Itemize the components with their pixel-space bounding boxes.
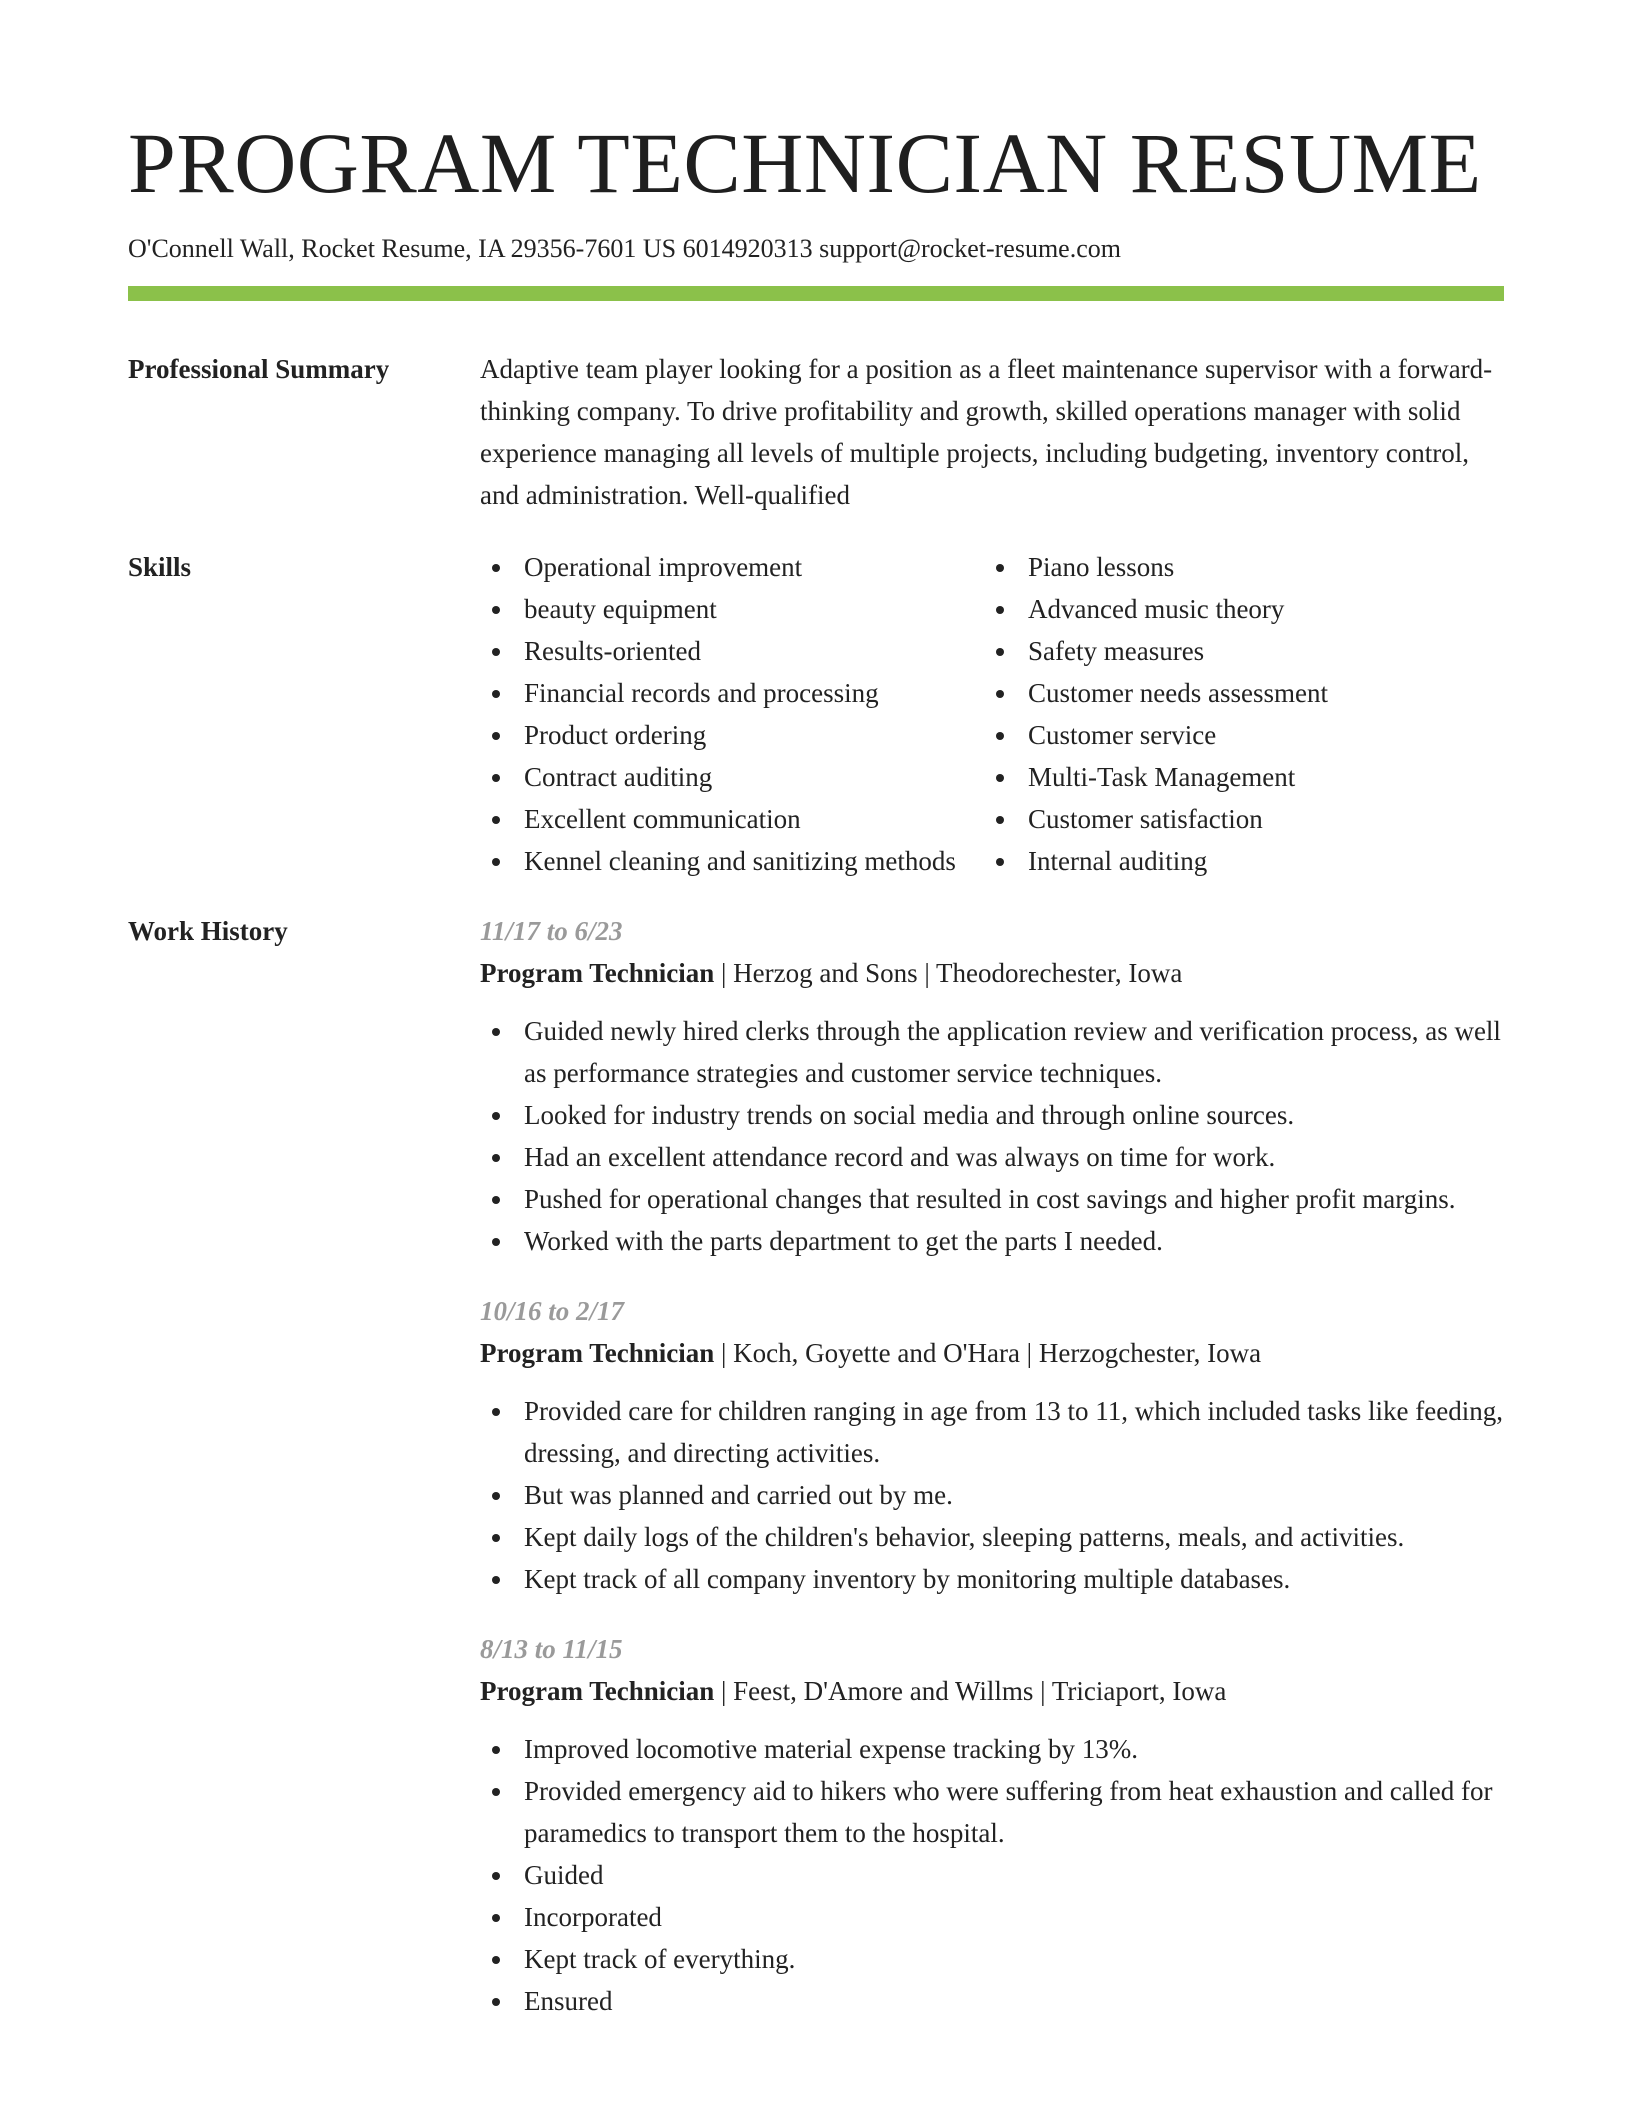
summary-label: Professional Summary <box>128 354 390 384</box>
job-bullet: Ensured <box>480 1980 1504 2022</box>
skill-item: Internal auditing <box>984 840 1484 882</box>
resume-title: PROGRAM TECHNICIAN RESUME <box>128 115 1482 211</box>
skills-list-right <box>984 546 1484 882</box>
job-bullets <box>480 1010 1504 1262</box>
job-title: Program Technician <box>480 1676 715 1706</box>
contact-line: O'Connell Wall, Rocket Resume, IA 29356-7601 US 6014920313 support@rocket-resume.com <box>128 234 1121 263</box>
job-bullet: Provided care for children ranging in age from 13 to 11, which included tasks like feeding, dressing, and directing activities. <box>480 1390 1504 1474</box>
skill-item: Customer satisfaction <box>984 798 1484 840</box>
job-bullet: Pushed for operational changes that resulted in cost savings and higher profit margins. <box>480 1178 1504 1220</box>
job-title-line <box>480 952 1504 994</box>
skill-item: Customer needs assessment <box>984 672 1484 714</box>
skills-list-left <box>480 546 984 882</box>
job-entry <box>480 910 1504 1262</box>
job-bullet: Looked for industry trends on social media and through online sources. <box>480 1094 1504 1136</box>
job-bullet: Kept track of all company inventory by monitoring multiple databases. <box>480 1558 1504 1600</box>
work-history-label: Work History <box>128 916 288 946</box>
skill-item: Results-oriented <box>480 630 984 672</box>
work-history-body <box>480 910 1504 2050</box>
job-bullets <box>480 1390 1504 1600</box>
skill-item: Kennel cleaning and sanitizing methods <box>480 840 984 882</box>
skill-item: Safety measures <box>984 630 1484 672</box>
job-employer-location: | Feest, D'Amore and Willms | Triciaport, Iowa <box>714 1676 1227 1706</box>
job-bullet: Worked with the parts department to get the parts I needed. <box>480 1220 1504 1262</box>
job-bullet: Guided newly hired clerks through the application review and verification process, as well as performance strategies and customer service techniques. <box>480 1010 1504 1094</box>
job-dates: 10/16 to 2/17 <box>480 1296 625 1326</box>
skills-columns <box>480 546 1504 882</box>
skill-item: Piano lessons <box>984 546 1484 588</box>
job-employer-location: | Herzog and Sons | Theodorechester, Iowa <box>714 958 1183 988</box>
accent-divider <box>128 286 1504 301</box>
job-bullet: Incorporated <box>480 1896 1504 1938</box>
job-bullet: Guided <box>480 1854 1504 1896</box>
job-title: Program Technician <box>480 1338 715 1368</box>
skill-item: Excellent communication <box>480 798 984 840</box>
skill-item: Financial records and processing <box>480 672 984 714</box>
skill-item: Contract auditing <box>480 756 984 798</box>
job-bullets <box>480 1728 1504 2022</box>
skills-body <box>480 546 1504 882</box>
job-dates: 8/13 to 11/15 <box>480 1634 623 1664</box>
job-title-line <box>480 1670 1504 1712</box>
skills-label: Skills <box>128 552 192 582</box>
skill-item: Product ordering <box>480 714 984 756</box>
job-bullet: Improved locomotive material expense tracking by 13%. <box>480 1728 1504 1770</box>
job-employer-location: | Koch, Goyette and O'Hara | Herzogchester, Iowa <box>714 1338 1262 1368</box>
summary-body <box>480 348 1504 516</box>
job-dates: 11/17 to 6/23 <box>480 916 623 946</box>
job-bullet: Kept track of everything. <box>480 1938 1504 1980</box>
job-title-line <box>480 1332 1504 1374</box>
job-title: Program Technician <box>480 958 715 988</box>
skill-item: Advanced music theory <box>984 588 1484 630</box>
skill-item: Operational improvement <box>480 546 984 588</box>
job-entry <box>480 1628 1504 2022</box>
job-bullet: But was planned and carried out by me. <box>480 1474 1504 1516</box>
job-bullet: Provided emergency aid to hikers who were suffering from heat exhaustion and called for paramedics to transport them to the hospital. <box>480 1770 1504 1854</box>
skill-item: beauty equipment <box>480 588 984 630</box>
job-bullet: Kept daily logs of the children's behavior, sleeping patterns, meals, and activities. <box>480 1516 1504 1558</box>
skill-item: Customer service <box>984 714 1484 756</box>
skill-item: Multi-Task Management <box>984 756 1484 798</box>
job-entry <box>480 1290 1504 1600</box>
summary-text: Adaptive team player looking for a position as a fleet maintenance supervisor with a forward-thinking company. To drive profitability and growth, skilled operations manager with solid experience managing all levels of multiple projects, including budgeting, inventory control, and administration. Well-qualified <box>480 354 1493 510</box>
job-bullet: Had an excellent attendance record and was always on time for work. <box>480 1136 1504 1178</box>
